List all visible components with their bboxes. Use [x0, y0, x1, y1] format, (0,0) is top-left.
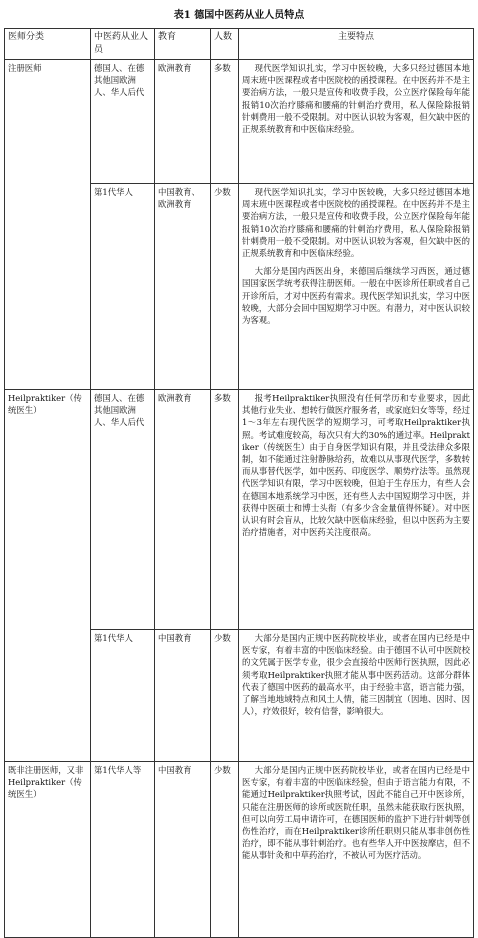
row-count: 多数 [211, 390, 239, 630]
row-features [239, 630, 474, 762]
row-features [239, 762, 474, 938]
row-category-registered: 注册医师 [5, 60, 91, 390]
table-row [5, 390, 474, 630]
header-category: 医师分类 [5, 29, 91, 60]
practitioner-table [4, 28, 474, 938]
row-count: 少数 [211, 762, 239, 938]
header-practitioner: 中医药从业人员 [91, 29, 155, 60]
features-paragraph: 现代医学知识扎实，学习中医较晚，大多只经过德国本地周末班中医课程或者中医院校的函授课程。在中医药并不是主要治病方法，一般只是宣传和收费手段，公立医疗保险每年能报销10次治疗膝痛和腰痛的针刺治疗费用，私人保险除报销针刺费用一般不受限制。对中医认识较为客观，但欠缺中医的正规系统教育和中医临床经验。 [242, 63, 470, 135]
table-header-row [5, 29, 474, 60]
features-paragraph: 大部分是国内西医出身，来德国后继续学习西医，通过德国国家医学统考获得注册医师。一般在中医诊所任职或者自己开诊所后，才对中医药有需求。现代医学知识扎实，学习中医较晚，大部分会回中国短期学习中医。有潜力，对中医认识较为客观。 [242, 266, 470, 325]
row-category-heilpraktiker: Heilpraktiker（传统医生） [5, 390, 91, 762]
row-practitioner: 第1代华人 [91, 630, 155, 762]
row-features [239, 184, 474, 390]
table-row [5, 60, 474, 184]
header-count: 人数 [211, 29, 239, 60]
row-features [239, 60, 474, 184]
row-education: 欧洲教育 [155, 390, 211, 630]
header-education: 教育 [155, 29, 211, 60]
header-features: 主要特点 [239, 29, 474, 60]
row-education: 欧洲教育 [155, 60, 211, 184]
row-features [239, 390, 474, 630]
features-paragraph: 大部分是国内正规中医药院校毕业，或者在国内已经是中医专家，有着丰富的中医临床经验。由于德国不认可中医院校的文凭属于医学专业，很少会直接给中医师行医执照，因此必须考取Heilpraktiker执照才能从事中医药活动。这部分群体代表了德国中医药的最高水平，由于经验丰富，语言能力强，了解当地地域特点和风土人情，能三因制宜（因地、因时、因人），疗效很好，较有信誉，影响很大。 [242, 633, 470, 717]
row-practitioner: 第1代华人 [91, 184, 155, 390]
row-count: 少数 [211, 184, 239, 390]
row-count: 多数 [211, 60, 239, 184]
row-practitioner: 第1代华人等 [91, 762, 155, 938]
features-paragraph: 大部分是国内正规中医药院校毕业，或者在国内已经是中医专家，有着丰富的中医临床经验，但由于语言能力有限，不能通过Heilpraktiker执照考试，因此不能自己开中医诊所，只能在注册医师的诊所或医院任职，虽然未能获取行医执照，但可以向劳工局申请许可，在德国医师的监护下进行针刺等创伤性治疗，而在Heilpraktiker诊所任职则只能从事非创伤性治疗，即不能从事针刺治疗。也有些华人开中医按摩店，但不能从事针灸和中草药治疗，不被认可为医疗活动。 [242, 765, 470, 861]
row-category-neither: 既非注册医师，又非Heilpraktiker（传统医生） [5, 762, 91, 938]
row-education: 中国教育 [155, 762, 211, 938]
table-row [5, 762, 474, 938]
row-practitioner: 德国人、在德其他国欧洲人、华人后代 [91, 390, 155, 630]
row-education: 中国教育 [155, 630, 211, 762]
row-count: 少数 [211, 630, 239, 762]
row-practitioner: 德国人、在德其他国欧洲人、华人后代 [91, 60, 155, 184]
features-paragraph: 现代医学知识扎实，学习中医较晚，大多只经过德国本地周末班中医课程或者中医院校的函授课程。在中医药并不是主要治病方法，一般只是宣传和收费手段，公立医疗保险每年能报销10次治疗膝痛和腰痛的针刺治疗费用，私人保险除报销针刺费用一般不受限制。对中医认识较为客观，但欠缺中医的正规系统教育和中医临床经验。 [242, 187, 470, 259]
row-education: 中国教育、欧洲教育 [155, 184, 211, 390]
table-caption: 表1 德国中医药从业人员特点 [173, 10, 305, 21]
features-paragraph: 报考Heilpraktiker执照没有任何学历和专业要求，因此其他行业失业、想转行做医疗服务者，或家庭妇女等等，经过1～3年左右现代医学的短期学习，可考取Heilpraktiker执照。考试难度较高，每次只有大约30%的通过率。Heilpraktiker（传统医生）由于自身医学知识有限，并且受法律众多限制，如不能通过注射静脉给药，故难以从事现代医学，多数转而从事替代医学，如中医药、印度医学、顺势疗法等。虽然现代医学知识有限，学习中医较晚，但迫于生存压力，有些人会在德国本地系统学习中医，还有些人去中国短期学习中医，并获得中医硕士和博士头衔（有多少含金量值得怀疑）。对中医认识有时会盲从，比较欠缺中医临床经验，但以中医药为主要治疗措施者，对中医药关注度很高。 [242, 393, 470, 538]
